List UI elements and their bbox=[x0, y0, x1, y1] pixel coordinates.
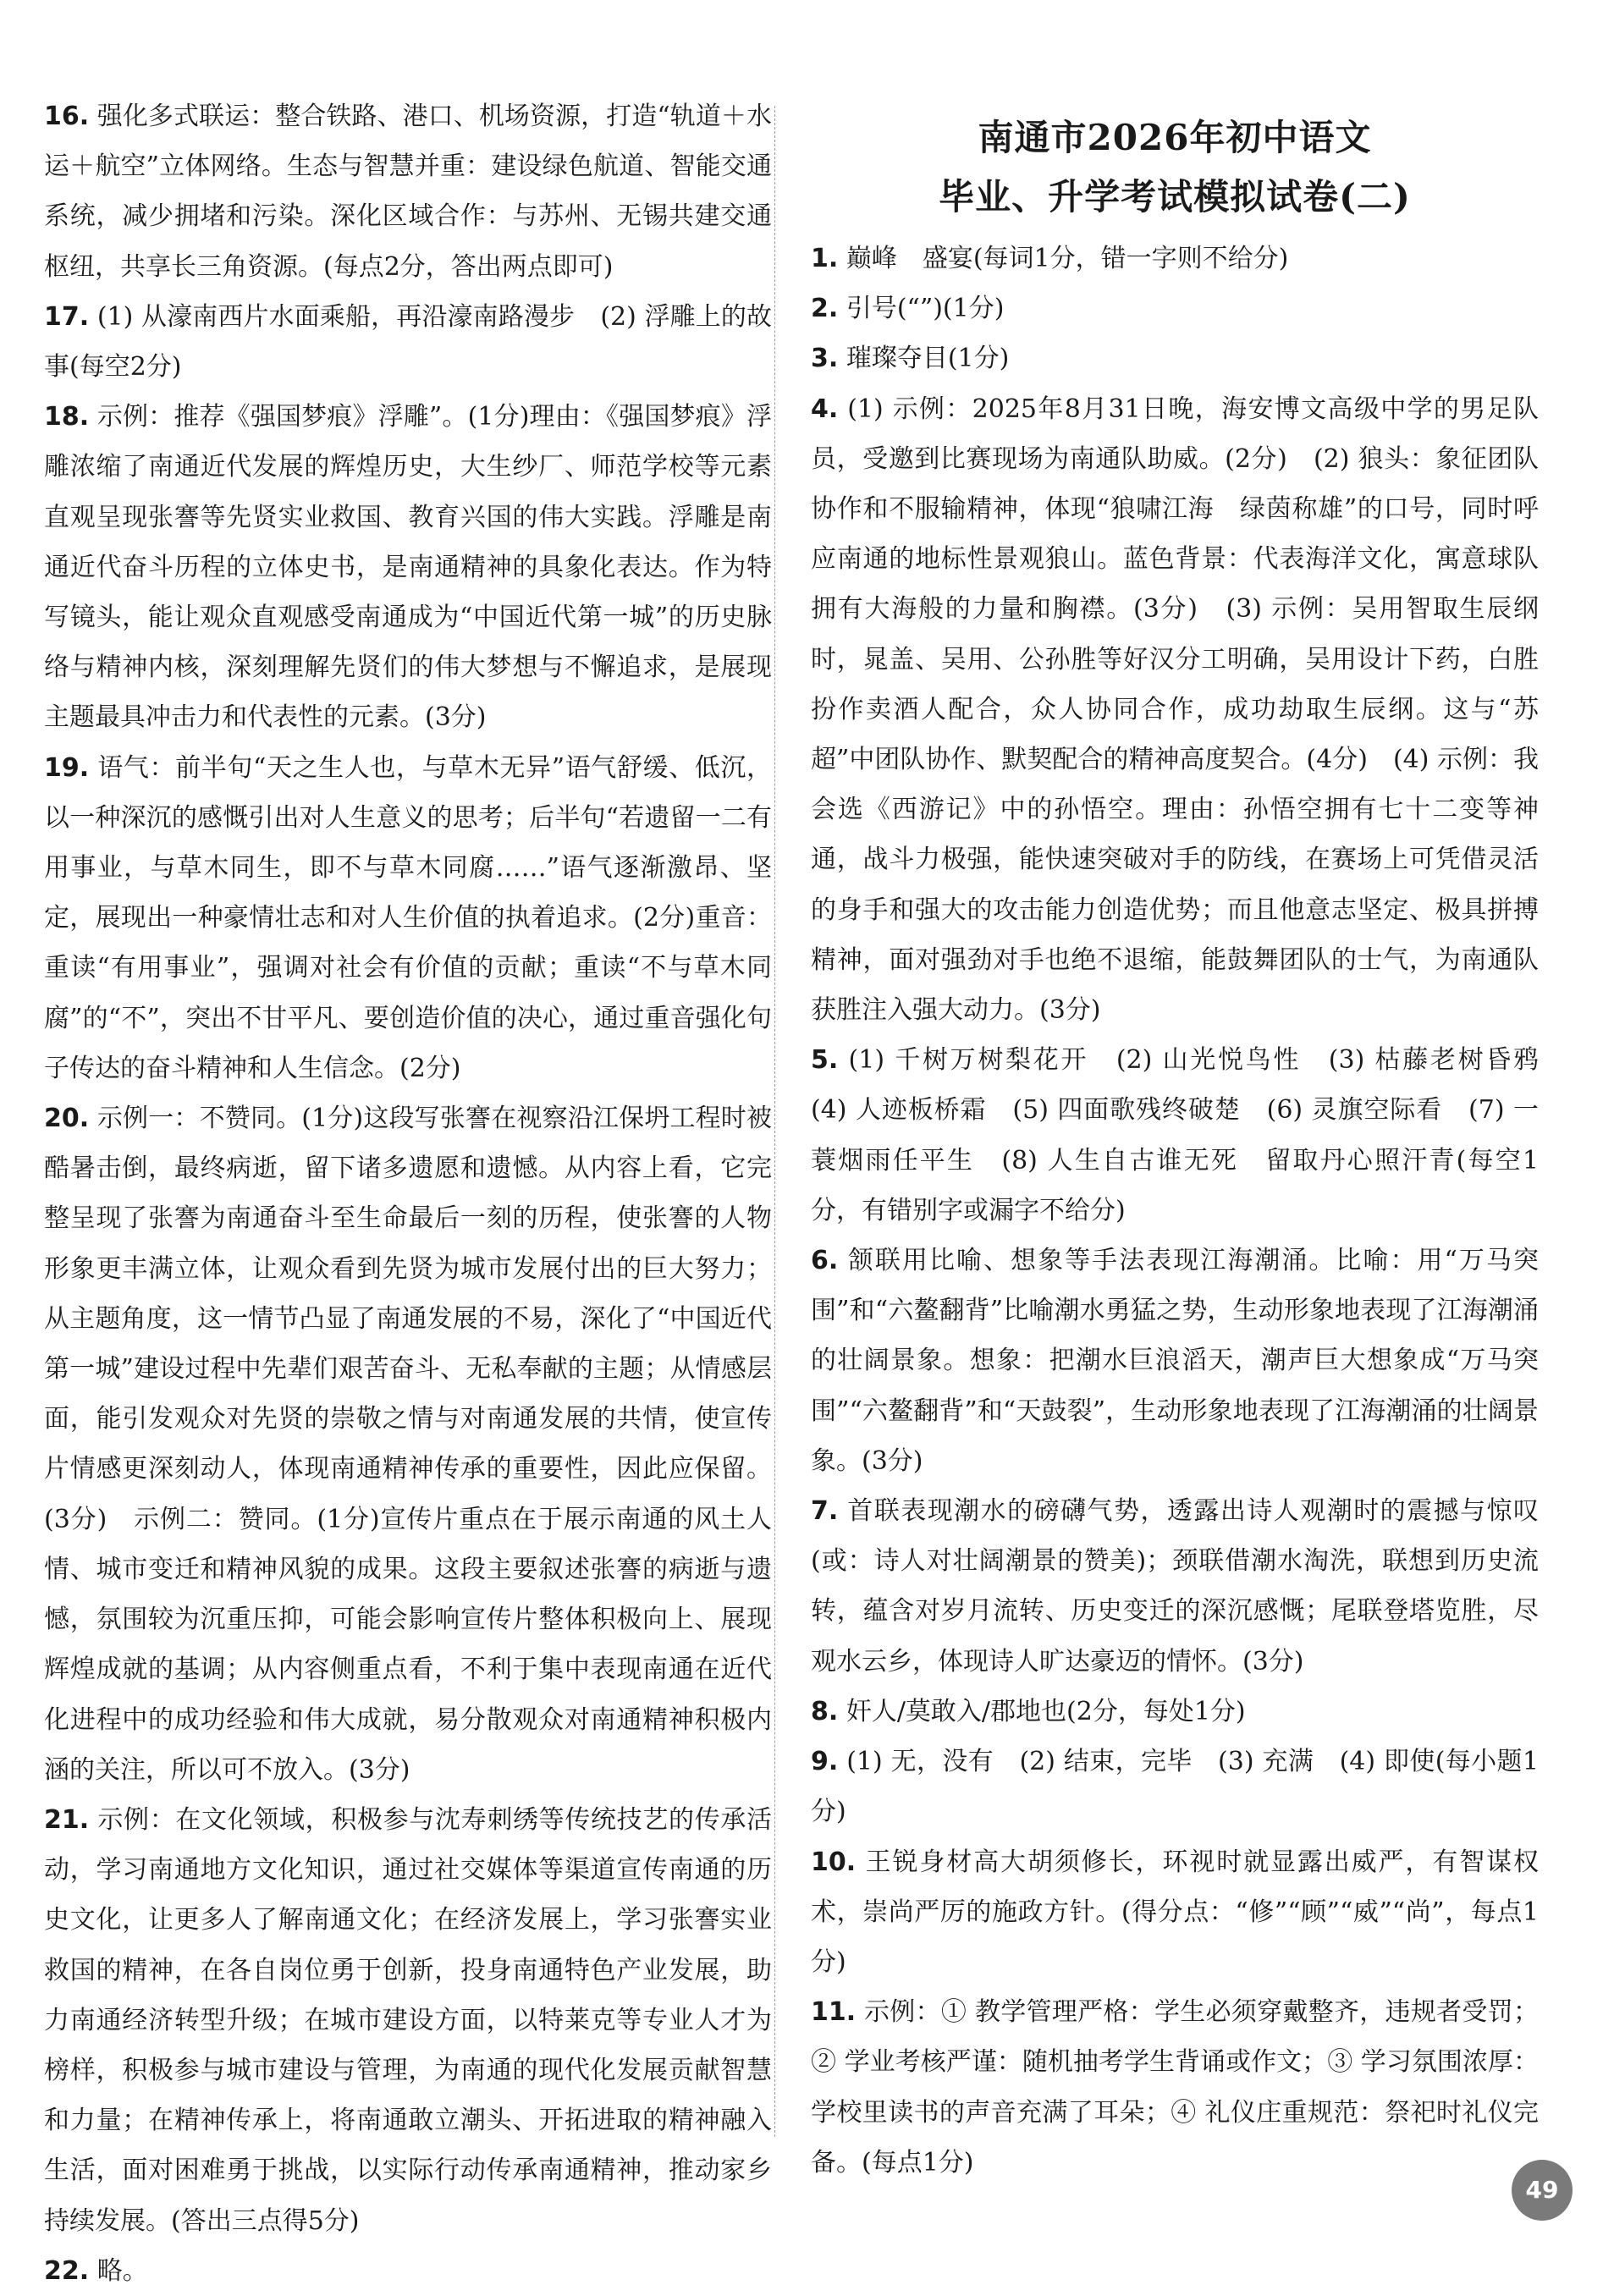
answer-17: 17. (1) 从濠南西片水面乘船，再沿濠南路漫步 (2) 浮雕上的故事(每空2分) bbox=[44, 301, 772, 383]
answer-21: 21. 示例：在文化领域，积极参与沈寿刺绣等传统技艺的传承活动，学习南通地方文化知识，通过社交媒体等渠道宣传南通的历史文化，让更多人了解南通文化；在经济发展上，学习张謇实业救国的精神，在各自岗位勇于创新，投身南通特色产业发展，助力南通经济转型升级；在城市建设方面，以特莱克等专业人才为榜样，积极参与城市建设与管理，为南通的现代化发展贡献智慧和力量；在精神传承上，将南通敢立潮头、开拓进取的精神融入生活，面对困难勇于挑战，以实际行动传承南通精神，推动家乡持续发展。(答出三点得5分) bbox=[44, 1804, 772, 2236]
answer-1: 1. 巅峰 盛宴(每词1分，错一字则不给分) bbox=[811, 244, 1289, 273]
answer-20: 20. 示例一：不赞同。(1分)这段写张謇在视察沿江保坍工程时被酷暑击倒，最终病逝，留下诸多遗愿和遗憾。从内容上看，它完整呈现了张謇为南通奋斗至生命最后一刻的历程，使张謇的人物形象更丰满立体，让观众看到先贤为城市发展付出的巨大努力；从主题角度，这一情节凸显了南通发展的不易，深化了“中国近代第一城”建设过程中先辈们艰苦奋斗、无私奉献的主题；从情感层面，能引发观众对先贤的崇敬之情与对南通发展的共情，使宣传片情感更深刻动人，体现南通精神传承的重要性，因此应保留。(3分) 示例二：赞同。(1分)宣传片重点在于展示南通的风土人情、城市变迁和精神风貌的成果。这段主要叙述张謇的病逝与遗憾，氛围较为沉重压抑，可能会影响宣传片整体积极向上、展现辉煌成就的基调；从内容侧重点看，不利于集中表现南通在近代化进程中的成功经验和伟大成就，易分散观众对南通精神积极内涵的关注，所以可不放入。(3分) bbox=[44, 1104, 772, 1785]
exam-title bbox=[811, 108, 1539, 227]
answer-16: 16. 强化多式联运：整合铁路、港口、机场资源，打造“轨道＋水运＋航空”立体网络。生态与智慧并重：建设绿色航道、智能交通系统，减少拥堵和污染。深化区域合作：与苏州、无锡共建交通枢纽，共享长三角资源。(每点2分，答出两点即可) bbox=[44, 102, 772, 282]
answer-5: 5. (1) 千树万树梨花开 (2) 山光悦鸟性 (3) 枯藤老树昏鸦 (4) 人迹板桥霜 (5) 四面歌残终破楚 (6) 灵旗空际看 (7) 一蓑烟雨任平生 (8) 人生自古谁无死 留取丹心照汗青(每空1分，有错别字或漏字不给分) bbox=[811, 1045, 1565, 1225]
page-number-badge: 49 bbox=[1512, 2160, 1573, 2221]
answer-22: 22. 略。 bbox=[44, 2255, 148, 2286]
right-answer-column bbox=[811, 108, 1565, 2188]
exam-title-line-2: 毕业、升学考试模拟试卷(二) bbox=[939, 176, 1411, 217]
answer-10: 10. 王锐身材高大胡须修长，环视时就显露出威严，有智谋权术，崇尚严厉的施政方针。(得分点：“修”“顾”“威”“尚”，每点1分) bbox=[811, 1847, 1539, 1977]
answer-18: 18. 示例：推荐《强国梦痕》浮雕”。(1分)理由：《强国梦痕》浮雕浓缩了南通近代发展的辉煌历史，大生纱厂、师范学校等元素直观呈现张謇等先贤实业救国、教育兴国的伟大实践。浮雕是南通近代奋斗历程的立体史书，是南通精神的具象化表达。作为特写镜头，能让观众直观感受南通成为“中国近代第一城”的历史脉络与精神内核，深刻理解先贤们的伟大梦想与不懈追求，是展现主题最具冲击力和代表性的元素。(3分) bbox=[44, 402, 772, 733]
column-divider bbox=[774, 106, 775, 2137]
answer-3: 3. 璀璨夺目(1分) bbox=[811, 344, 1010, 374]
answer-7: 7. 首联表现潮水的磅礴气势，透露出诗人观潮时的震撼与惊叹(或：诗人对壮阔潮景的赞美)；颈联借潮水淘洗，联想到历史流转，蕴含对岁月流转、历史变迁的深沉感慨；尾联登塔览胜，尽观水云乡，体现诗人旷达豪迈的情怀。(3分) bbox=[811, 1496, 1539, 1677]
exam-title-line-1: 南通市2026年初中语文 bbox=[978, 117, 1372, 158]
answer-4: 4. (1) 示例：2025年8月31日晚，海安博文高级中学的男足队员，受邀到比赛现场为南通队助威。(2分) (2) 狼头：象征团队协作和不服输精神，体现“狼啸江海 绿茵称雄”的口号，同时呼应南通的地标性景观狼山。蓝色背景：代表海洋文化，寓意球队拥有大海般的力量和胸襟。(3分) (3) 示例：吴用智取生辰纲时，晁盖、吴用、公孙胜等好汉分工明确，吴用设计下药，白胜扮作卖酒人配合，众人协同合作，成功劫取生辰纲。这与“苏超”中团队协作、默契配合的精神高度契合。(4分) (4) 示例：我会选《西游记》中的孙悟空。理由：孙悟空拥有七十二变等神通，战斗力极强，能快速突破对手的防线，在赛场上可凭借灵活的身手和强大的攻击能力创造优势；而且他意志坚定、极具拼搏精神，面对强劲对手也绝不退缩，能鼓舞团队的士气，为南通队获胜注入强大动力。(3分) bbox=[811, 394, 1540, 1026]
answer-8: 8. 奸人/莫敢入/郡地也(2分，每处1分) bbox=[811, 1696, 1246, 1726]
answer-19: 19. 语气：前半句“天之生人也，与草木无异”语气舒缓、低沉，以一种深沉的感慨引出对人生意义的思考；后半句“若遗留一二有用事业，与草木同生，即不与草木同腐……”语气逐渐激昂、坚定，展现出一种豪情壮志和对人生价值的执着追求。(2分)重音：重读“有用事业”，强调对社会有价值的贡献；重读“不与草木同腐”的“不”，突出不甘平凡、要创造价值的决心，通过重音强化句子传达的奋斗精神和人生信念。(2分) bbox=[44, 752, 772, 1083]
answer-6: 6. 颔联用比喻、想象等手法表现江海潮涌。比喻：用“万马突围”和“六鳌翻背”比喻潮水勇猛之势，生动形象地表现了江海潮涌的壮阔景象。想象：把潮水巨浪滔天，潮声巨大想象成“万马突围”“六鳌翻背”和“天鼓裂”，生动形象地表现了江海潮涌的壮阔景象。(3分) bbox=[811, 1246, 1539, 1476]
answer-2: 2. 引号(“”)(1分) bbox=[811, 294, 1005, 324]
answer-11: 11. 示例：① 教学管理严格：学生必须穿戴整齐，违规者受罚；② 学业考核严谨：随机抽考学生背诵或作文；③ 学习氛围浓厚：学校里读书的声音充满了耳朵；④ 礼仪庄重规范：祭祀时礼仪完备。(每点1分) bbox=[811, 1997, 1539, 2178]
left-answer-column bbox=[44, 91, 772, 2296]
answer-9: 9. (1) 无，没有 (2) 结束，完毕 (3) 充满 (4) 即使(每小题1分) bbox=[811, 1747, 1539, 1827]
